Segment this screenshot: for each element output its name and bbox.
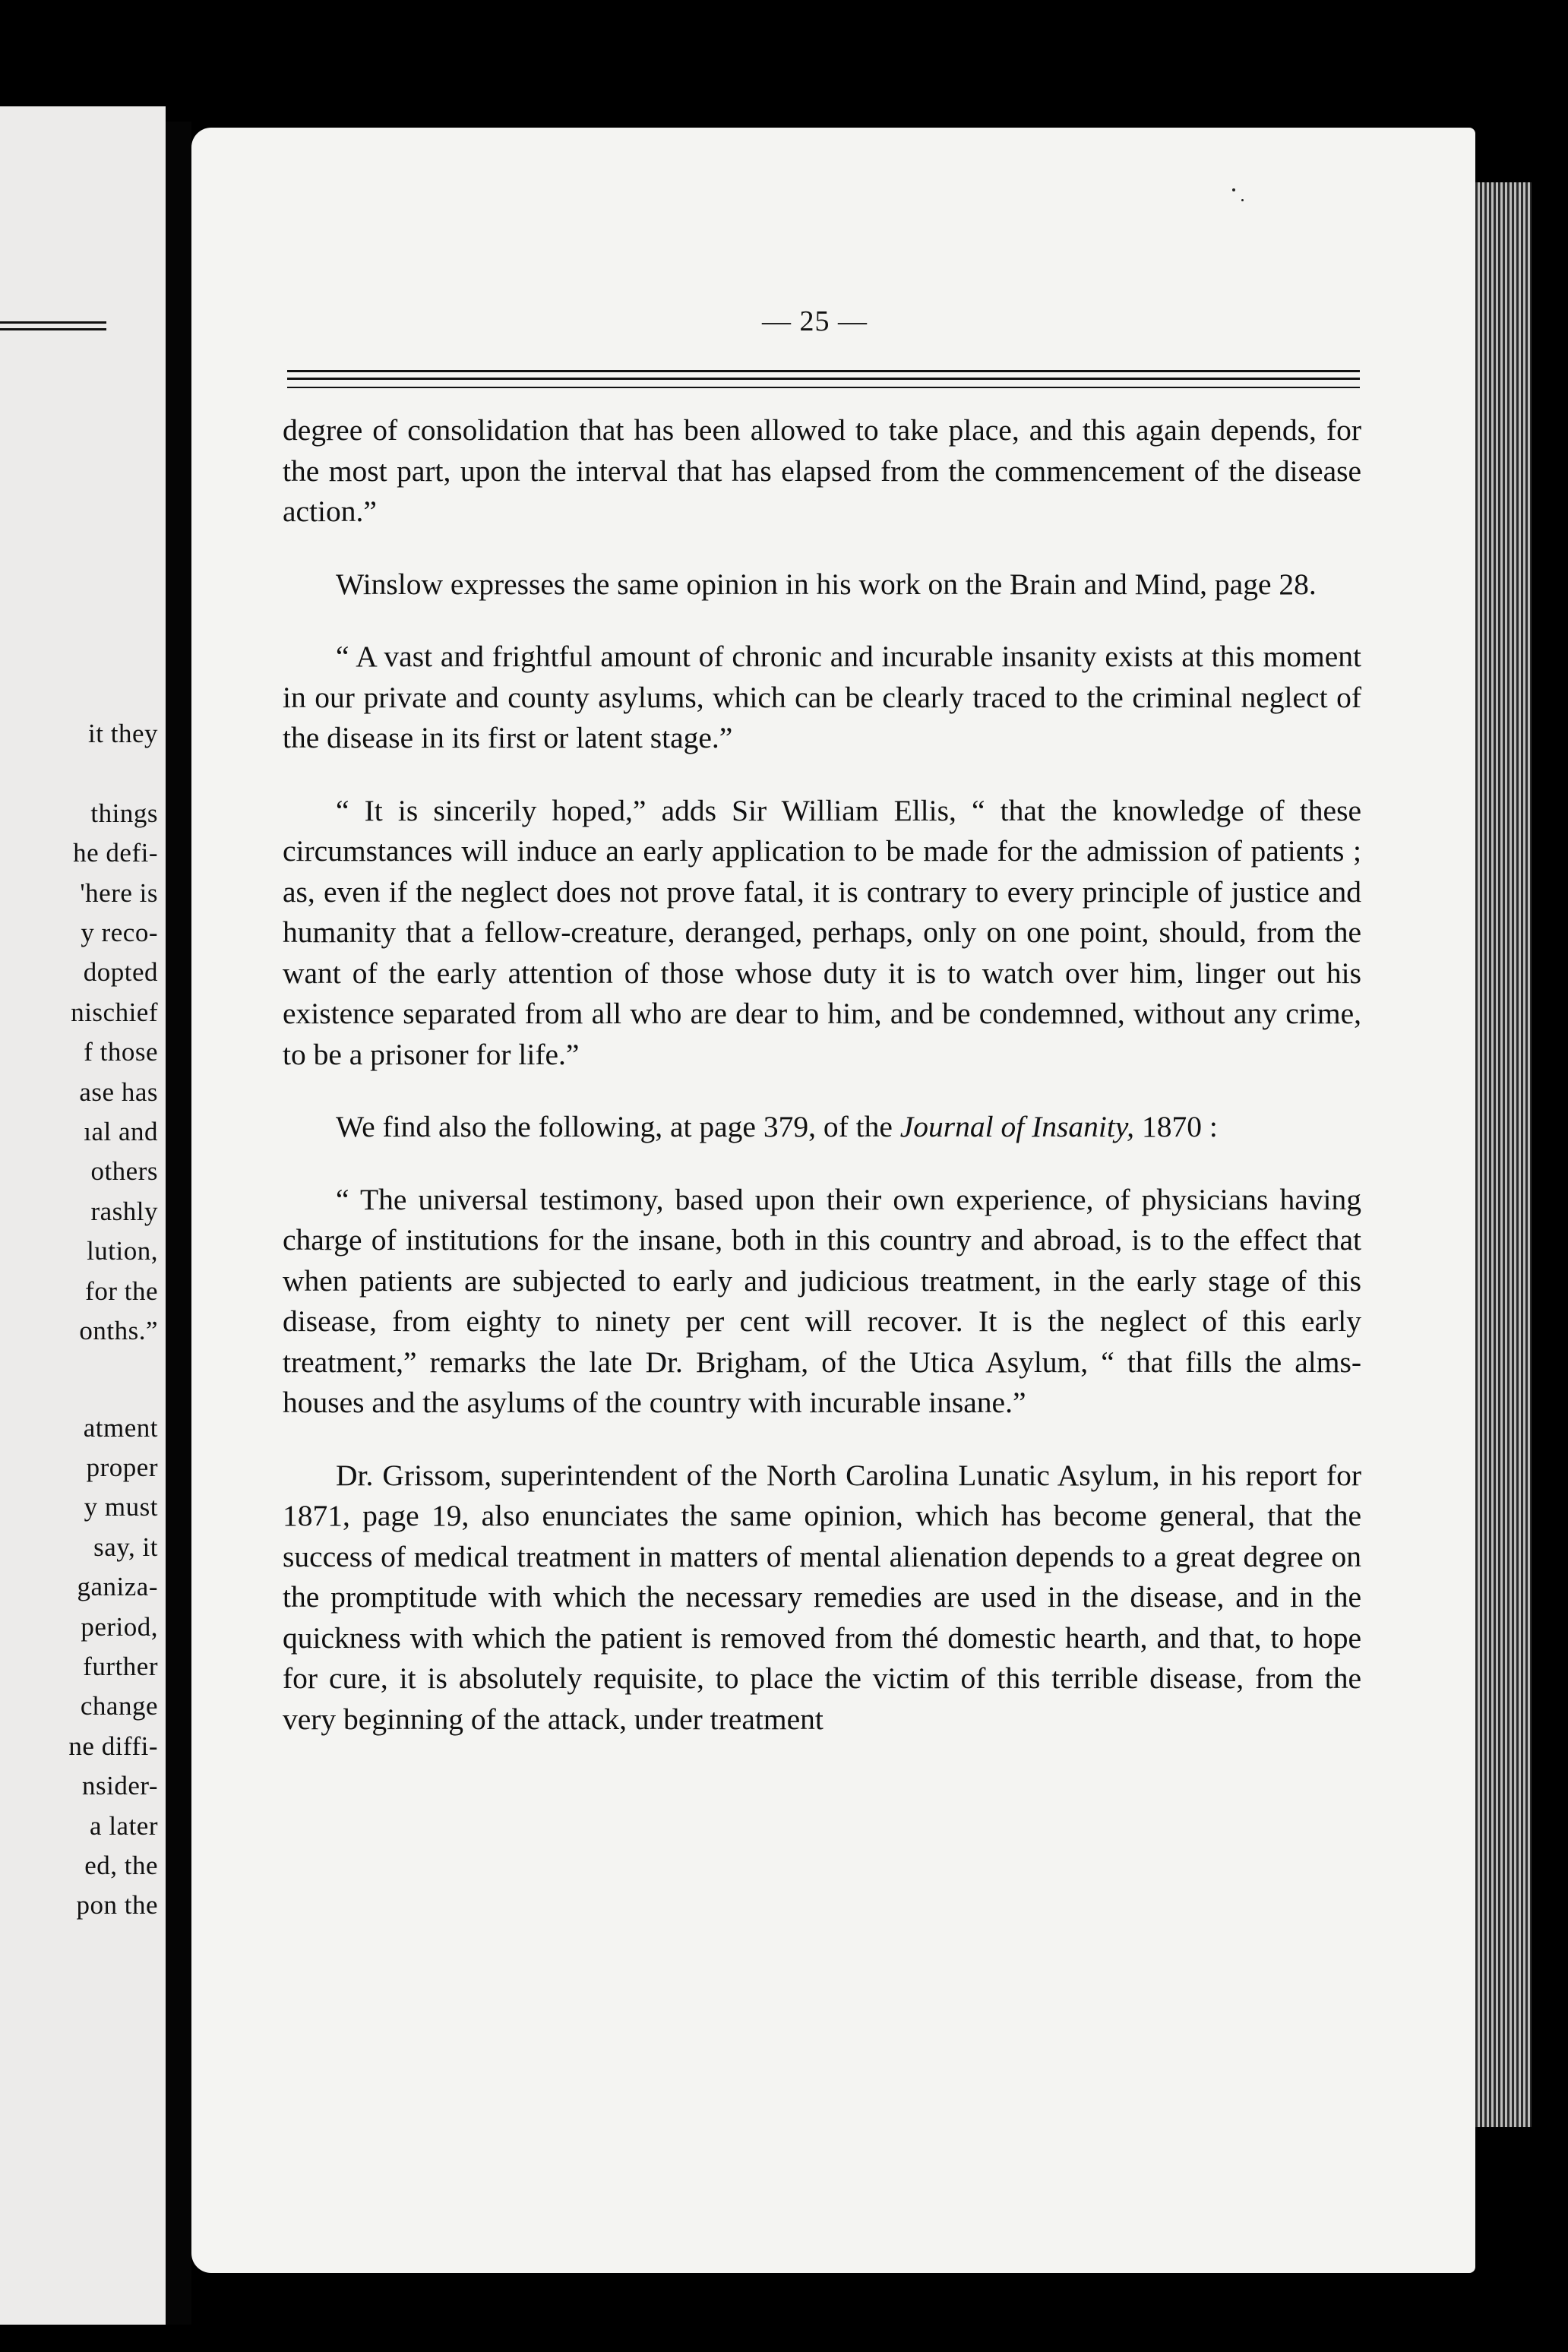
left-page-line <box>68 754 158 793</box>
left-page-line <box>68 1351 158 1408</box>
left-page-line: f those <box>84 1037 158 1067</box>
left-page-line: ase has <box>79 1076 158 1107</box>
left-page-line: ganiza- <box>77 1572 158 1602</box>
left-page-rule <box>0 328 106 330</box>
quote-paragraph: “ It is sincerily hoped,” adds Sir William Ellis, “ that the knowledge of these circumstances will induce an early application to be made for the admission of patients ; as, even if the neglect does not prove fatal, it is contrary to every principle of justice and humanity that a fellow-creature, deranged, perhaps, only on one point, should, from the want of the early attention of those whose duty it is to watch over him, linger out his existence separated from all who are dear to him, and be condemned, without any crime, to be a prisoner for life.” <box>283 793 1361 1071</box>
left-page-line: it they <box>88 719 158 748</box>
paragraph: Winslow expresses the same opinion in his work on the Brain and Mind, page 28. <box>336 567 1317 601</box>
paragraph: degree of consolidation that has been allowed to take place, and this again depends, for the most part, upon the interval that has elapsed from the commencement of the disease action.” <box>283 413 1361 528</box>
left-page-line: he defi- <box>73 838 158 868</box>
left-page-line: nischief <box>71 997 158 1027</box>
left-page-line: y must <box>84 1492 158 1522</box>
journal-title: Journal of Insanity, <box>899 1110 1135 1143</box>
left-page-line: pon the <box>76 1890 158 1920</box>
header-rule <box>287 378 1360 380</box>
quote-paragraph: “ A vast and frightful amount of chronic and incurable insanity exists at this moment in our private and county asylums, which can be clearly traced to the criminal neglect of the disease in its first or latent stage.” <box>283 640 1361 754</box>
page-body <box>283 410 1361 1772</box>
left-page-line: change <box>80 1691 158 1721</box>
left-page-text <box>68 714 158 1926</box>
left-page-line: ed, the <box>84 1850 158 1880</box>
header-rule <box>287 370 1360 372</box>
book-gutter <box>166 122 191 2325</box>
left-page-line: things <box>90 798 158 828</box>
left-page-line: rashly <box>90 1196 158 1226</box>
left-page-rule <box>0 321 106 324</box>
left-page-line: onths.” <box>79 1316 158 1346</box>
quote-paragraph: “ The universal testimony, based upon their own experience, of physicians having charge of institutions for the insane, both in this country and abroad, is to the effect that when patients are subjected to early and judicious treatment, in the early stage of this disease, from eighty to ninety per cent will recover. It is the neglect of this early treatment,” remarks the late Dr. Brigham, of the Utica Asylum, “ that fills the alms-houses and the asylums of the country with incurable insane.” <box>283 1182 1361 1419</box>
journal-text-after: 1870 : <box>1134 1110 1218 1143</box>
left-page-line: y reco- <box>81 918 158 948</box>
header-rule <box>287 387 1360 388</box>
left-page-line: for the <box>85 1276 158 1306</box>
left-page-line: say, it <box>93 1532 158 1562</box>
left-page-line: period, <box>81 1611 158 1642</box>
page-number: — 25 — <box>762 305 868 337</box>
speck <box>1241 199 1244 201</box>
journal-text-before: We find also the following, at page 379, of the <box>336 1110 900 1143</box>
left-page-line: a later <box>90 1810 158 1841</box>
left-facing-page <box>0 106 166 2325</box>
left-page-line: ıal and <box>84 1117 158 1147</box>
left-page-line: lution, <box>87 1236 158 1266</box>
paragraph <box>283 1107 1361 1148</box>
left-page-line: proper <box>86 1452 158 1482</box>
left-page-line: atment <box>83 1412 158 1443</box>
left-page-line: nsider- <box>82 1771 158 1801</box>
speck <box>1232 188 1235 191</box>
page-edges <box>1475 182 1532 2127</box>
left-page-line: others <box>90 1156 158 1187</box>
left-page-line: dopted <box>83 957 158 988</box>
left-page-line: 'here is <box>80 877 158 908</box>
left-page-line: further <box>83 1651 158 1681</box>
left-page-line: ne diffi- <box>68 1731 158 1761</box>
paragraph: Dr. Grissom, superintendent of the North Carolina Lunatic Asylum, in his report for 1871, page 19, also enunciates the same opinion, which has become general, that the success of medical treatment in matters of mental alienation depends to a great degree on the promptitude with which the necessary remedies are used in the disease, and in the quickness with which the patient is removed from thé domestic hearth, and that, to hope for cure, it is absolutely requisite, to place the victim of this terrible disease, from the very beginning of the attack, under treatment <box>283 1458 1361 1736</box>
